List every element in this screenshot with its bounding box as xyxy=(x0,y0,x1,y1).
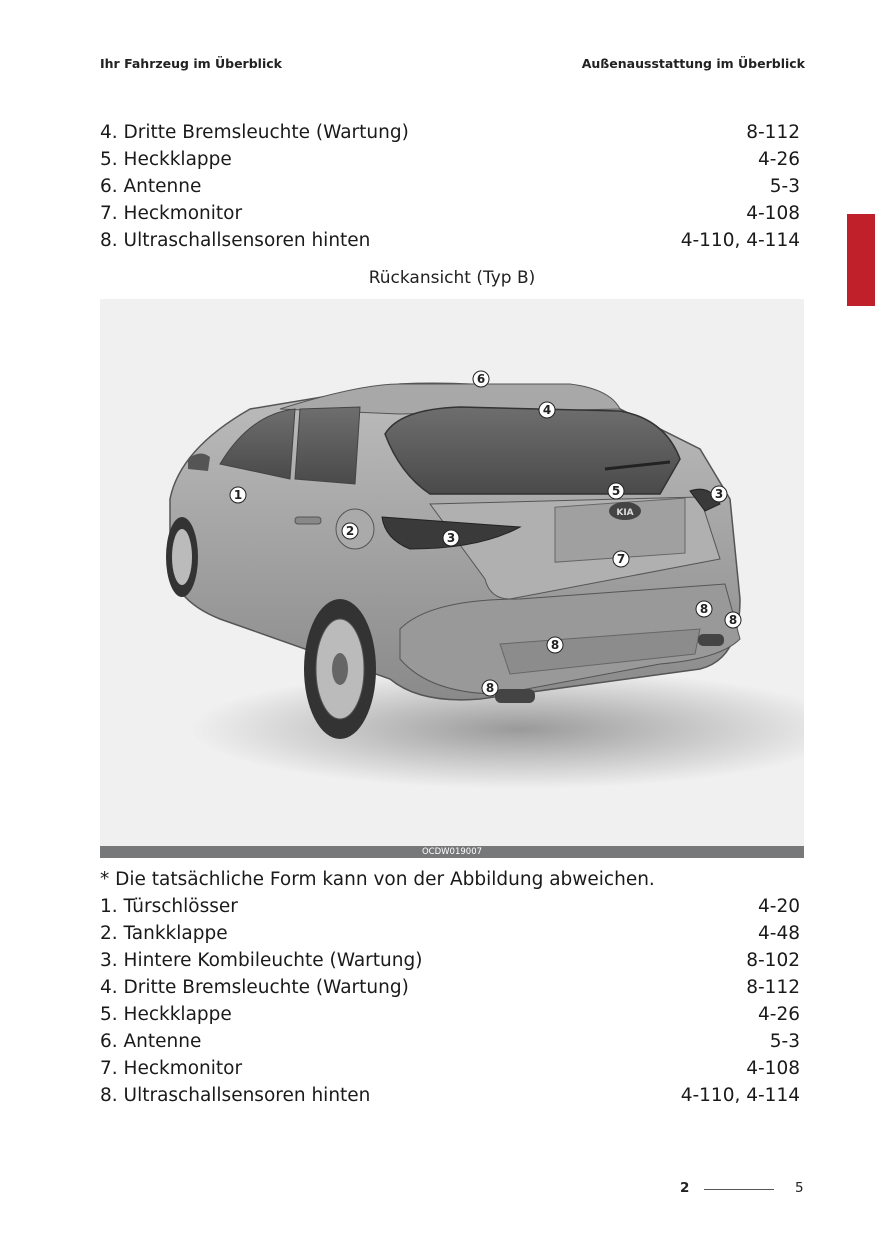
footer-divider xyxy=(704,1189,774,1190)
item-page: 8-112 xyxy=(746,122,800,143)
list-item xyxy=(100,146,800,173)
svg-text:6: 6 xyxy=(476,372,486,386)
item-label: 7. Heckmonitor xyxy=(100,1058,243,1079)
disclaimer-note: * Die tatsächliche Form kann von der Abbildung abweichen. xyxy=(100,869,655,890)
callout-3-left xyxy=(443,530,459,546)
item-page: 4-108 xyxy=(746,1058,800,1079)
list-item xyxy=(100,920,800,947)
item-page: 4-26 xyxy=(758,1004,800,1025)
list-item xyxy=(100,947,800,974)
svg-text:8: 8 xyxy=(699,602,709,616)
item-label: 6. Antenne xyxy=(100,1031,202,1052)
svg-text:3: 3 xyxy=(446,531,456,545)
callout-2 xyxy=(342,523,358,539)
svg-text:8: 8 xyxy=(550,638,560,652)
figure-caption: Rückansicht (Typ B) xyxy=(368,268,536,288)
callout-4 xyxy=(539,402,555,418)
svg-text:8: 8 xyxy=(728,613,738,627)
car-rear-illustration xyxy=(100,299,804,846)
item-page: 8-112 xyxy=(746,977,800,998)
top-reference-list xyxy=(100,119,800,254)
figure-code: OCDW019007 xyxy=(421,847,483,857)
running-header-left: Ihr Fahrzeug im Überblick xyxy=(100,56,282,71)
chapter-tab-number: 2 xyxy=(860,285,872,305)
list-item xyxy=(100,227,800,254)
item-label: 6. Antenne xyxy=(100,176,202,197)
svg-text:3: 3 xyxy=(714,487,724,501)
item-page: 4-108 xyxy=(746,203,800,224)
list-item xyxy=(100,1001,800,1028)
item-page: 5-3 xyxy=(769,1031,800,1052)
item-label: 4. Dritte Bremsleuchte (Wartung) xyxy=(100,977,409,998)
svg-text:1: 1 xyxy=(233,488,243,502)
item-label: 5. Heckklappe xyxy=(100,149,232,170)
list-item xyxy=(100,1055,800,1082)
item-page: 4-110, 4-114 xyxy=(680,1085,800,1106)
list-item xyxy=(100,119,800,146)
item-label: 4. Dritte Bremsleuchte (Wartung) xyxy=(100,122,409,143)
svg-text:2: 2 xyxy=(345,524,355,538)
callout-8 xyxy=(547,637,563,653)
item-label: 8. Ultraschallsensoren hinten xyxy=(100,230,371,251)
footer-chapter-number: 2 xyxy=(680,1180,690,1196)
footer-page-number: 5 xyxy=(795,1180,804,1196)
running-header-right: Außenausstattung im Überblick xyxy=(581,56,805,71)
svg-text:8: 8 xyxy=(485,681,495,695)
item-page: 4-48 xyxy=(758,923,800,944)
callout-1 xyxy=(230,487,246,503)
callout-5 xyxy=(608,483,624,499)
list-item xyxy=(100,1082,800,1109)
item-label: 3. Hintere Kombileuchte (Wartung) xyxy=(100,950,423,971)
callout-3-right xyxy=(711,486,727,502)
callout-7 xyxy=(613,551,629,567)
item-label: 2. Tankklappe xyxy=(100,923,228,944)
item-page: 8-102 xyxy=(746,950,800,971)
item-label: 1. Türschlösser xyxy=(100,896,238,917)
item-page: 5-3 xyxy=(769,176,800,197)
list-item xyxy=(100,1028,800,1055)
svg-text:4: 4 xyxy=(542,403,552,417)
item-page: 4-110, 4-114 xyxy=(680,230,800,251)
car-drawing xyxy=(100,299,804,846)
callout-8 xyxy=(696,601,712,617)
item-label: 5. Heckklappe xyxy=(100,1004,232,1025)
svg-text:7: 7 xyxy=(616,552,626,566)
list-item xyxy=(100,893,800,920)
callout-8 xyxy=(482,680,498,696)
bottom-reference-list xyxy=(100,893,800,1109)
callout-6 xyxy=(473,371,489,387)
svg-text:KIA: KIA xyxy=(616,508,634,518)
callout-8 xyxy=(725,612,741,628)
list-item xyxy=(100,200,800,227)
svg-text:5: 5 xyxy=(611,484,621,498)
item-label: 8. Ultraschallsensoren hinten xyxy=(100,1085,371,1106)
item-page: 4-20 xyxy=(758,896,800,917)
item-page: 4-26 xyxy=(758,149,800,170)
list-item xyxy=(100,173,800,200)
list-item xyxy=(100,974,800,1001)
item-label: 7. Heckmonitor xyxy=(100,203,243,224)
